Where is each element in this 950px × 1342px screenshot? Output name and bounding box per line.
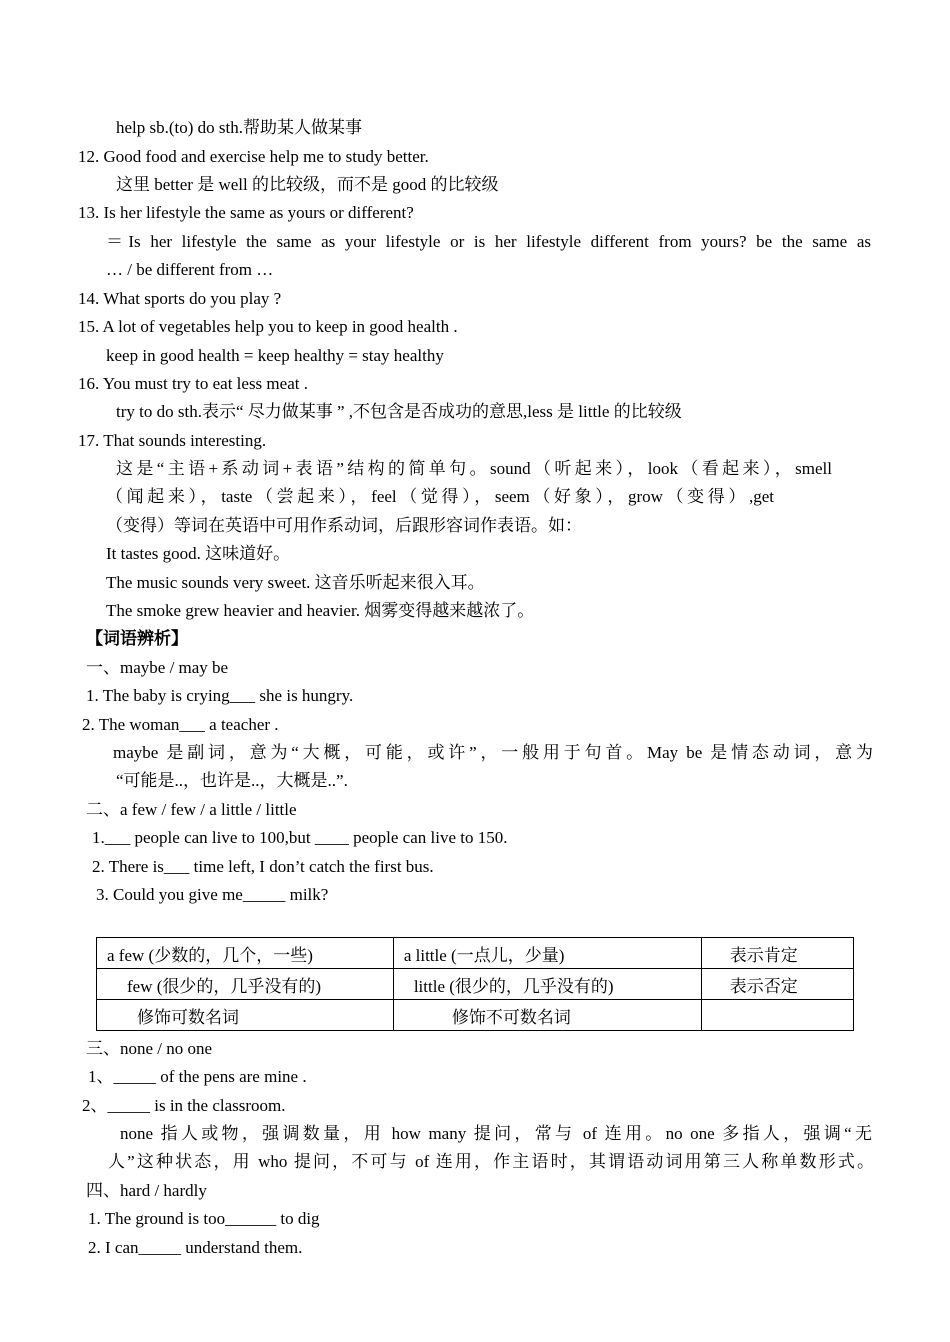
sentence-15: 15. A lot of vegetables help you to keep in good health . (78, 317, 458, 336)
exercise-line: 1. The baby is crying___ she is hungry. (86, 686, 354, 705)
table-cell: 表示否定 (701, 969, 853, 1000)
exercise-line: 1、_____ of the pens are mine . (88, 1067, 307, 1086)
text-line: try to do sth.表示“ 尽力做某事 ” ,不包含是否成功的意思,less 是 little 的比较级 (116, 402, 682, 421)
exercise-line: 2. There is___ time left, I don’t catch the first bus. (92, 857, 434, 876)
text-line: （闻起来），taste（尝起来），feel（觉得），seem（好象），grow（变得）,get (106, 487, 774, 506)
example-line: The smoke grew heavier and heavier. 烟雾变得越来越浓了。 (106, 601, 535, 620)
subsection-heading: 四、hard / hardly (86, 1181, 207, 1200)
table-row (97, 969, 854, 1000)
sentence-17: 17. That sounds interesting. (78, 431, 267, 450)
text-line: 这是“主语+系动词+表语”结构的简单句。sound（听起来），look（看起来），smell (116, 459, 832, 478)
text-line: 这里 better 是 well 的比较级，而不是 good 的比较级 (116, 175, 499, 194)
exercise-line: 3. Could you give me_____ milk? (96, 885, 329, 904)
table-row (97, 938, 854, 969)
table-cell: 表示肯定 (701, 938, 853, 969)
subsection-heading: 三、none / no one (86, 1039, 213, 1058)
text-line: 人”这种状态，用 who 提问，不可与 of 连用，作主语时，其谓语动词用第三人称单数形式。 (108, 1152, 874, 1171)
text-line: （变得）等词在英语中可用作系动词，后跟形容词作表语。如： (106, 516, 582, 535)
table-cell: a few (少数的，几个，一些) (97, 938, 394, 969)
text-line: keep in good health = keep healthy = stay healthy (106, 346, 444, 365)
table-cell: 修饰不可数名词 (393, 1000, 701, 1031)
exercise-line: 2、_____ is in the classroom. (82, 1096, 286, 1115)
section-heading: 【词语辨析】 (86, 629, 188, 648)
table-cell (701, 1000, 853, 1031)
exercise-line: 2. The woman___ a teacher . (82, 715, 279, 734)
text-line: ＝Is her lifestyle the same as your lifestyle or is her lifestyle different from yours? be the same as (106, 232, 871, 251)
exercise-line: 1.___ people can live to 100,but ____ people can live to 150. (92, 828, 508, 847)
table-cell: few (很少的，几乎没有的) (97, 969, 394, 1000)
exercise-line: 1. The ground is too______ to dig (88, 1209, 320, 1228)
sentence-16: 16. You must try to eat less meat . (78, 374, 308, 393)
text-line: help sb.(to) do sth.帮助某人做某事 (116, 118, 363, 137)
subsection-heading: 二、a few / few / a little / little (86, 800, 297, 819)
text-line: … / be different from … (106, 260, 274, 279)
text-line: “可能是..，也许是..，大概是..”. (116, 771, 348, 790)
sentence-14: 14. What sports do you play ? (78, 289, 282, 308)
comparison-table (96, 937, 854, 1031)
table-cell: 修饰可数名词 (97, 1000, 394, 1031)
text-line: maybe 是副词，意为“大概，可能，或许”，一般用于句首。May be 是情态动词，意为 (113, 743, 873, 762)
table-cell: a little (一点儿，少量) (393, 938, 701, 969)
text-line: none 指人或物，强调数量，用 how many 提问，常与 of 连用。no one 多指人，强调“无 (120, 1124, 872, 1143)
table-cell: little (很少的，几乎没有的) (393, 969, 701, 1000)
example-line: The music sounds very sweet. 这音乐听起来很入耳。 (106, 573, 485, 592)
sentence-13: 13. Is her lifestyle the same as yours or different? (78, 203, 414, 222)
subsection-heading: 一、maybe / may be (86, 658, 229, 677)
table-row (97, 1000, 854, 1031)
sentence-12: 12. Good food and exercise help me to study better. (78, 147, 429, 166)
example-line: It tastes good. 这味道好。 (106, 544, 291, 563)
exercise-line: 2. I can_____ understand them. (88, 1238, 303, 1257)
